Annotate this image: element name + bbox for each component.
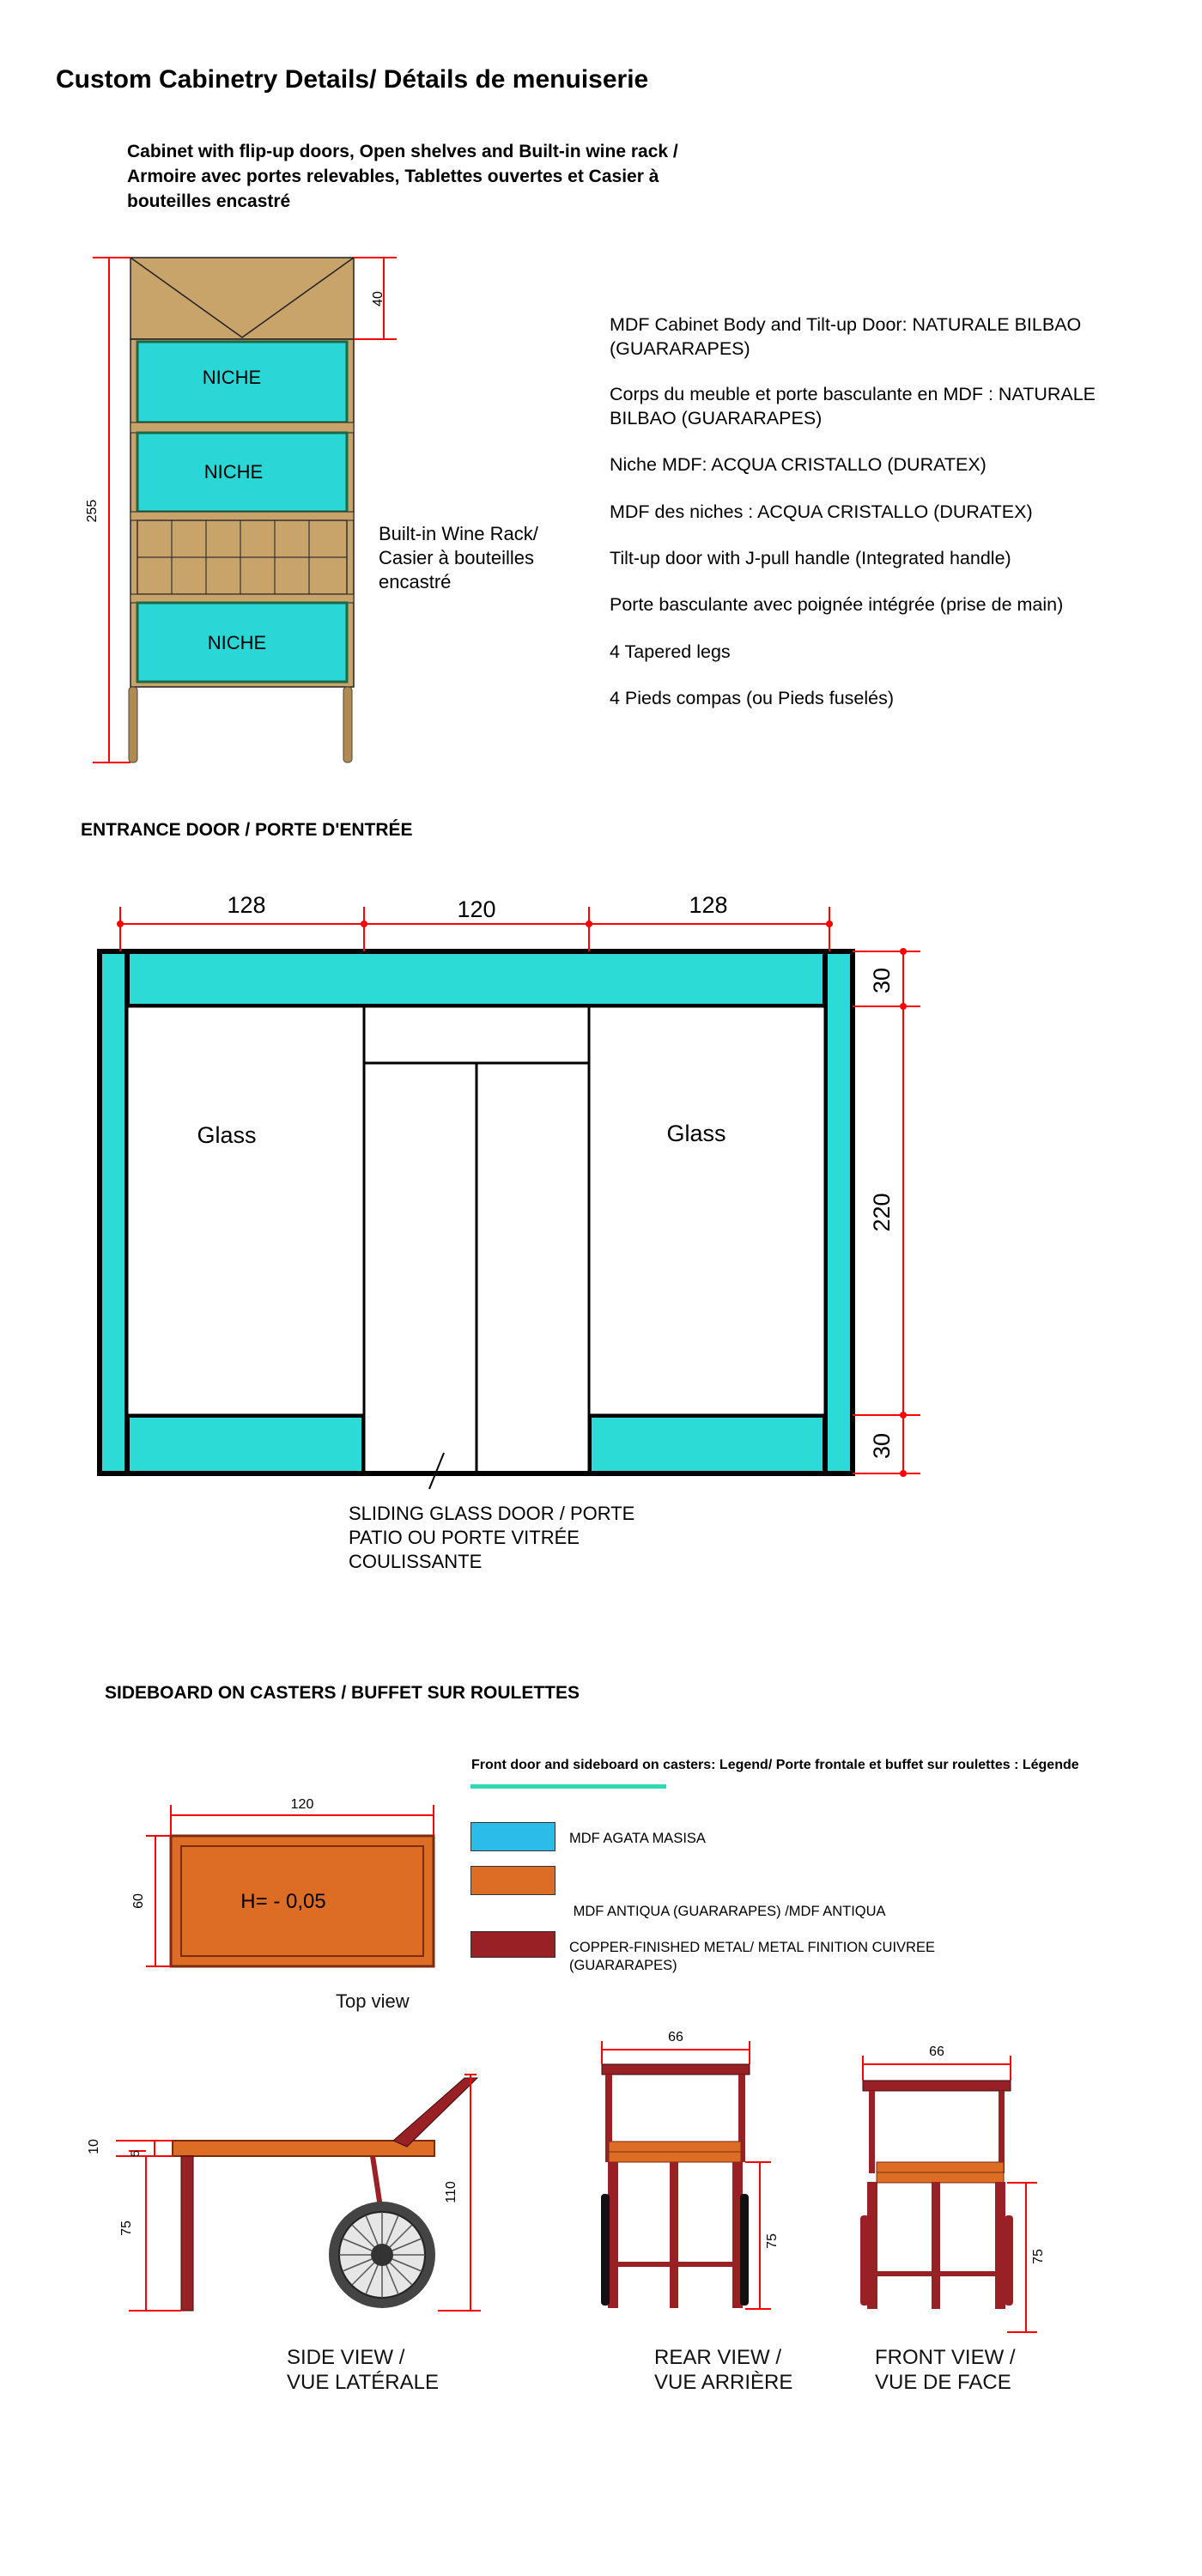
glass-label-left: Glass <box>197 1122 257 1148</box>
glass-label-right: Glass <box>666 1121 726 1146</box>
front-view-caption-line: FRONT VIEW / <box>875 2346 1016 2369</box>
spec-item: Niche MDF: ACQUA CRISTALLO (DURATEX) <box>610 454 986 475</box>
rear-view-wheel <box>601 2194 610 2306</box>
front-view-caption <box>875 2345 1016 2395</box>
sliding-door-label-line: SLIDING GLASS DOOR / PORTE <box>349 1503 635 1524</box>
front-view-leg <box>995 2182 1005 2309</box>
rear-view-caption-line: VUE ARRIÈRE <box>654 2371 793 2394</box>
spec-item: MDF des niches : ACQUA CRISTALLO (DURATEX) <box>610 501 1033 522</box>
wine-rack-label-line: Built-in Wine Rack/ <box>379 523 538 544</box>
cabinet-heading-line: Armoire avec portes relevables, Tablettes ouvertes et Casier à <box>127 167 659 186</box>
side-view-dim-75: 75 <box>119 2221 134 2236</box>
side-view-dim-10: 10 <box>87 2139 101 2154</box>
rear-view-dim-width: 66 <box>668 2030 683 2044</box>
rear-view-caption <box>654 2345 792 2395</box>
door-heading: ENTRANCE DOOR / PORTE D'ENTRÉE <box>81 820 413 840</box>
side-view-caption-line: SIDE VIEW / <box>287 2346 405 2369</box>
cabinet-heading-line: bouteilles encastré <box>127 191 291 211</box>
dimension-255-label: 255 <box>85 499 100 523</box>
side-view-leg <box>181 2156 193 2311</box>
side-view-handle <box>393 2078 477 2147</box>
rear-view-caption-line: REAR VIEW / <box>654 2346 782 2369</box>
door-dim-left: 128 <box>227 892 266 918</box>
side-view-dim-110: 110 <box>444 2181 458 2203</box>
side-view-wheel <box>329 2202 435 2308</box>
sliding-door-label-line: COULISSANTE <box>349 1551 483 1572</box>
wine-rack-label-line: encastré <box>379 571 452 592</box>
door-dim-center: 120 <box>457 896 496 922</box>
sliding-door-label-line: PATIO OU PORTE VITRÉE <box>349 1527 580 1548</box>
side-view-top <box>173 2141 434 2156</box>
front-view-wheel <box>1005 2215 1013 2306</box>
legend-title: Front door and sideboard on casters: Legend/ Porte frontale et buffet sur roulettes : Légende <box>471 1758 1079 1772</box>
rear-view-shelf <box>609 2142 741 2152</box>
front-view-wheel <box>860 2215 869 2306</box>
spec-item: 4 Pieds compas (ou Pieds fuselés) <box>610 688 895 708</box>
rear-view-wheel <box>740 2194 749 2306</box>
cabinet-heading-line: Cabinet with flip-up doors, Open shelves and Built-in wine rack / <box>127 142 678 161</box>
front-view-caption-line: VUE DE FACE <box>875 2371 1011 2394</box>
front-view-dim-width: 66 <box>929 2044 944 2059</box>
spec-item: 4 Tapered legs <box>610 641 731 662</box>
door-dim-bottom: 30 <box>869 1432 895 1460</box>
niche-label: NICHE <box>202 367 262 388</box>
legend-label: COPPER-FINISHED METAL/ METAL FINITION CUIVREE <box>569 1940 935 1955</box>
sideboard-heading: SIDEBOARD ON CASTERS / BUFFET SUR ROULETTES <box>105 1683 580 1703</box>
front-view-leg <box>932 2182 940 2309</box>
rear-view-leg <box>670 2162 678 2308</box>
legend-label: MDF AGATA MASISA <box>569 1831 706 1846</box>
rear-view-top <box>602 2064 750 2075</box>
legend-label-line: (GUARARAPES) <box>569 1958 677 1973</box>
side-view-caption-line: VUE LATÉRALE <box>287 2371 439 2394</box>
front-view-top <box>863 2081 1011 2091</box>
legend-label-line: MDF ANTIQUA (GUARARAPES) /MDF ANTIQUA <box>569 1904 886 1919</box>
rear-view-dim-75: 75 <box>765 2233 780 2249</box>
spec-item: Porte basculante avec poignée intégrée (prise de main) <box>610 594 1064 615</box>
top-view-caption: Top view <box>336 1990 410 2012</box>
dimension-40-label: 40 <box>371 291 385 307</box>
spec-item: Corps du meuble et porte basculante en MDF : NATURALE BILBAO (GUARARAPES) <box>610 384 1096 428</box>
side-view-caption <box>287 2345 439 2395</box>
wine-rack-label-line: Casier à bouteilles <box>379 547 534 568</box>
spec-item: Tilt-up door with J-pull handle (Integrated handle) <box>610 548 1011 568</box>
page-title: Custom Cabinetry Details/ Détails de menuiserie <box>56 65 649 94</box>
door-dim-top: 30 <box>869 967 895 994</box>
door-dim-right: 128 <box>689 892 728 918</box>
niche-label: NICHE <box>207 632 267 653</box>
front-view-post <box>869 2091 875 2173</box>
top-view-width-label: 120 <box>290 1797 314 1812</box>
top-view-height-label: H= - 0,05 <box>240 1890 326 1913</box>
spec-item: MDF Cabinet Body and Tilt-up Door: NATURALE BILBAO (GUARARAPES) <box>610 314 1082 359</box>
front-view-post <box>999 2091 1005 2173</box>
door-dim-middle: 220 <box>869 1193 895 1232</box>
front-view-shelf <box>877 2162 1004 2172</box>
top-view-depth-label: 60 <box>131 1893 146 1909</box>
front-view-dim-75: 75 <box>1031 2249 1046 2264</box>
side-view-dim-5: 5 <box>128 2150 142 2157</box>
niche-label: NICHE <box>203 461 264 483</box>
